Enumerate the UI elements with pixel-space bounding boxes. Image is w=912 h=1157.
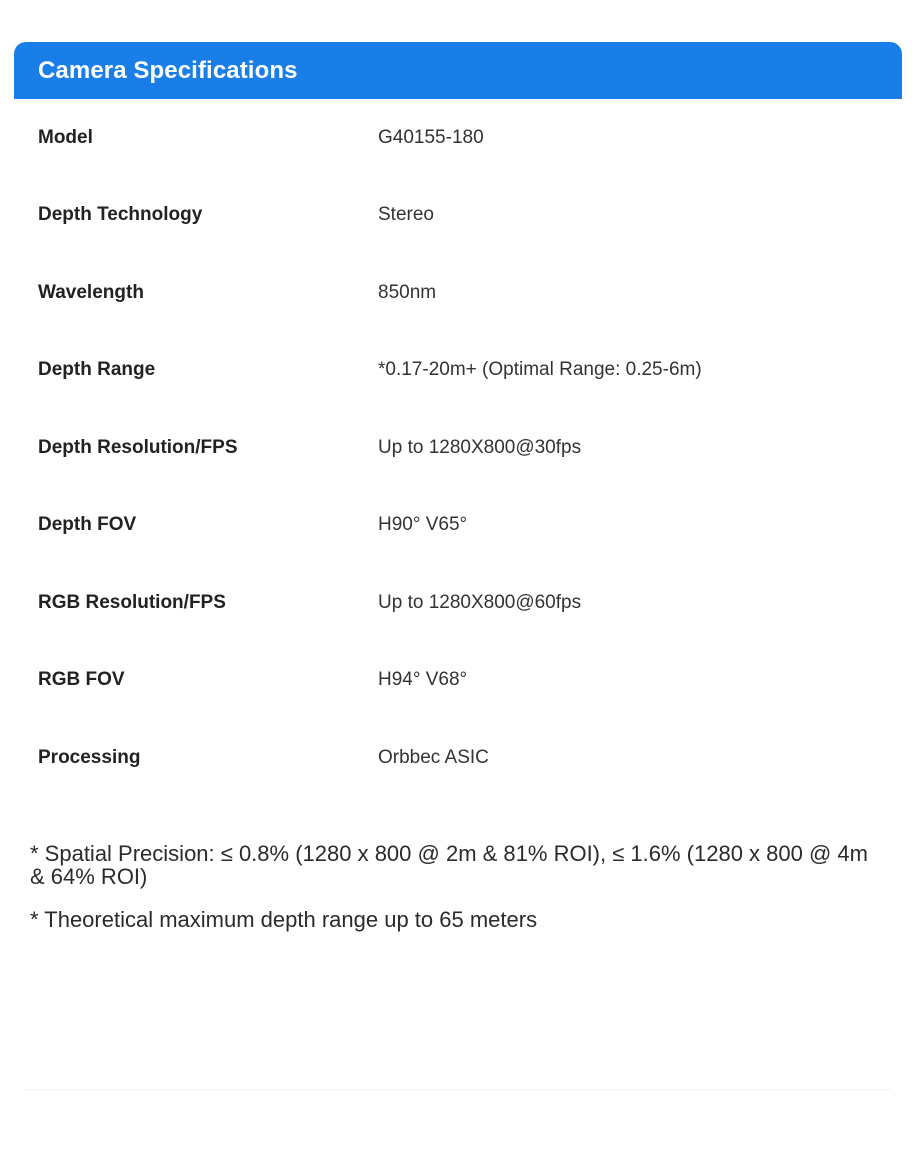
specifications-card [14, 42, 902, 1092]
spec-row-depth-fov [14, 487, 902, 565]
spec-value: H94° V68° [378, 669, 468, 691]
footnote-max-depth-range: * Theoretical maximum depth range up to 65 meters [30, 907, 538, 932]
card-title: Camera Specifications [38, 56, 298, 84]
spec-value: G40155-180 [378, 126, 484, 148]
spec-value: Orbbec ASIC [378, 746, 489, 768]
spec-row-wavelength [14, 254, 902, 332]
spec-value: Stereo [378, 204, 434, 226]
spec-list [14, 99, 902, 797]
bottom-divider [24, 1089, 890, 1090]
footnote-spatial-precision: * Spatial Precision: ≤ 0.8% (1280 x 800 @ 2m & 81% ROI), ≤ 1.6% (1280 x 800 @ 4m & 64% ROI) [30, 841, 868, 889]
spec-label: Depth FOV [38, 514, 137, 536]
spec-value: *0.17-20m+ (Optimal Range: 0.25-6m) [378, 359, 702, 381]
spec-row-depth-range [14, 332, 902, 410]
spec-row-rgb-fov [14, 642, 902, 720]
spec-label: Wavelength [38, 281, 144, 303]
spec-row-rgb-resolution [14, 564, 902, 642]
card-header [14, 42, 902, 99]
spec-label: Processing [38, 746, 141, 768]
spec-label: Depth Technology [38, 204, 203, 226]
spec-row-processing [14, 719, 902, 797]
spec-row-model [14, 99, 902, 177]
spec-label: Model [38, 126, 93, 148]
footnotes [30, 842, 880, 951]
spec-value: 850nm [378, 281, 437, 303]
spec-label: RGB Resolution/FPS [38, 591, 226, 613]
spec-row-depth-resolution [14, 409, 902, 487]
spec-row-depth-technology [14, 177, 902, 255]
spec-label: RGB FOV [38, 669, 125, 691]
spec-value: Up to 1280X800@60fps [378, 591, 582, 613]
spec-label: Depth Resolution/FPS [38, 436, 238, 458]
spec-label: Depth Range [38, 359, 156, 381]
spec-value: Up to 1280X800@30fps [378, 436, 582, 458]
spec-value: H90° V65° [378, 514, 468, 536]
